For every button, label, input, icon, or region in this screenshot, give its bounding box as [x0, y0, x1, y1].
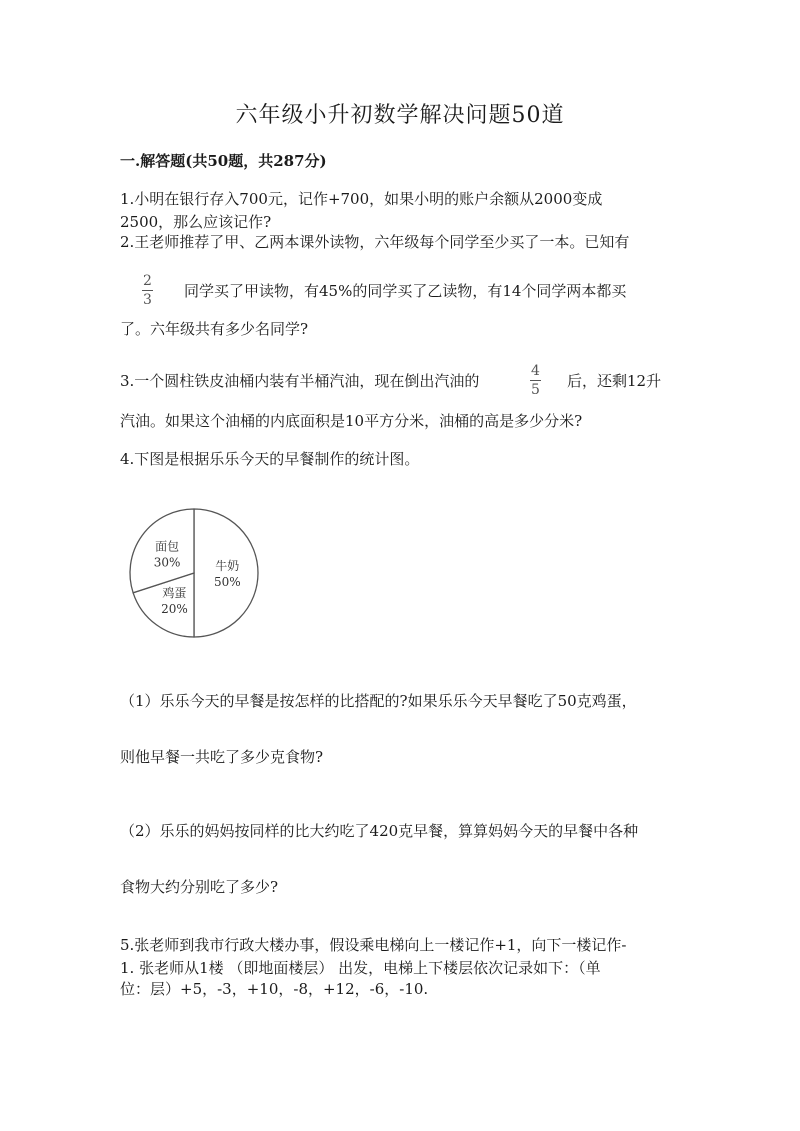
- q1-line1: 1.小明在银行存入700元，记作+700，如果小明的账户余额从2000变成: [120, 190, 603, 208]
- q2-fraction-numerator: 2: [143, 273, 152, 289]
- pie-label-2: 30%: [153, 555, 181, 570]
- q5-line1: 5.张老师到我市行政大楼办事，假设乘电梯向上一楼记作+1，向下一楼记作-: [120, 936, 627, 954]
- q3-fraction-denominator: 5: [531, 382, 540, 398]
- pie-name-0: 牛奶: [215, 559, 240, 573]
- breakfast-pie-chart: [126, 505, 262, 641]
- q5-line2: 1. 张老师从1楼 （即地面楼层） 出发，电梯上下楼层依次记录如下：（单: [120, 959, 601, 977]
- q4-sub1-line1: （1）乐乐今天的早餐是按怎样的比搭配的?如果乐乐今天早餐吃了50克鸡蛋，: [120, 692, 637, 710]
- q2-fraction-denominator: 3: [143, 292, 152, 308]
- q4-sub2-line1: （2）乐乐的妈妈按同样的比大约吃了420克早餐，算算妈妈今天的早餐中各种: [120, 822, 639, 840]
- pie-slice-0: [194, 509, 258, 637]
- q4-intro: 4.下图是根据乐乐今天的早餐制作的统计图。: [120, 450, 420, 468]
- q2-fraction: [142, 273, 153, 308]
- q3-line1a: 3.一个圆柱铁皮油桶内装有半桶汽油，现在倒出汽油的: [120, 372, 480, 390]
- fraction-bar: [142, 290, 153, 291]
- q3-line1b: 后，还剩12升: [567, 372, 662, 390]
- q4-sub1-line2: 则他早餐一共吃了多少克食物?: [120, 748, 324, 766]
- pie-label-0: 50%: [213, 575, 241, 589]
- q5-line3: 位：层）+5，-3，+10，-8，+12，-6，-10.: [120, 980, 429, 998]
- q3-line2: 汽油。如果这个油桶的内底面积是10平方分米，油桶的高是多少分米?: [120, 412, 583, 430]
- section-heading: 一.解答题(共50题，共287分): [120, 152, 327, 170]
- q1-line2: 2500，那么应该记作?: [120, 213, 272, 231]
- page-title: 六年级小升初数学解决问题50道: [235, 103, 565, 128]
- q2-line3: 了。六年级共有多少名同学?: [120, 320, 309, 338]
- pie-name-1: 鸡蛋: [162, 585, 187, 600]
- q3-fraction-numerator: 4: [531, 363, 540, 379]
- q2-line2: 同学买了甲读物，有45%的同学买了乙读物，有14个同学两本都买: [184, 282, 627, 300]
- q4-sub2-line2: 食物大约分别吃了多少?: [120, 878, 279, 896]
- q3-fraction: [530, 363, 541, 398]
- fraction-bar: [530, 380, 541, 381]
- q2-line1: 2.王老师推荐了甲、乙两本课外读物，六年级每个同学至少买了一本。已知有: [120, 233, 630, 251]
- pie-label-1: 20%: [161, 601, 188, 616]
- pie-name-2: 面包: [155, 539, 180, 554]
